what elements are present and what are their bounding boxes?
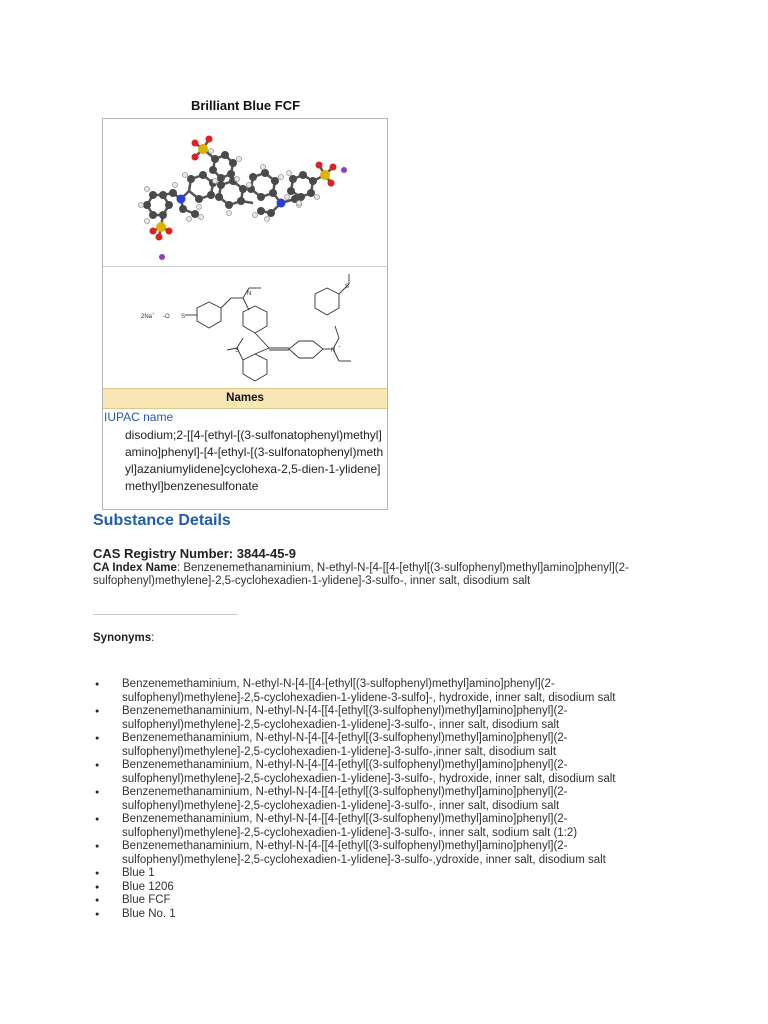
substance-details-heading: Substance Details: [93, 512, 231, 529]
ca-index-value: : Benzenemethanaminium, N-ethyl-N-[4-[[4-[ethyl[(3-sulfophenyl)methyl]amino]phenyl](2-sulfophenyl)methylene]-2,5-cyclohexadien-1-ylidene]-3-sulfo-, inner salt, disodium salt: [93, 562, 629, 587]
names-section-header: Names: [103, 388, 387, 409]
synonym-item: ● Blue No. 1: [93, 908, 653, 922]
chemical-infobox: [102, 118, 388, 510]
synonym-item: ● Blue 1206: [93, 881, 653, 895]
infobox-title: Brilliant Blue FCF: [190, 98, 301, 113]
image-divider: [103, 266, 387, 267]
svg-text:S: S: [235, 348, 240, 354]
ca-index-name: [93, 562, 643, 588]
horizontal-divider: [93, 614, 238, 615]
svg-text:-O: -O: [163, 314, 170, 320]
synonyms-title: Synonyms: [93, 632, 152, 644]
synonym-item: ● Benzenemethanaminium, N-ethyl-N-[4-[[4-[ethyl[(3-sulfophenyl)methyl]amino]phenyl](2-sulfophenyl)methylene]-2,5-cyclohexadien-1-ylidene]-3-sulfo-,ydroxide, inner salt, disodium salt: [93, 840, 653, 867]
ca-index-label: CA Index Name: [93, 562, 177, 574]
svg-text:N: N: [247, 291, 252, 297]
synonym-item: ● Benzenemethanaminium, N-ethyl-N-[4-[[4-[ethyl[(3-sulfophenyl)methyl]amino]phenyl](2-sulfophenyl)methylene]-2,5-cyclohexadien-1-ylidene]-3-sulfo-,inner salt, disodium salt: [93, 732, 653, 759]
synonym-item: ● Benzenemethaminium, N-ethyl-N-[4-[[4-[ethyl[(3-sulfophenyl)methyl]amino]phenyl](2-sulfophenyl)methylene]-2,5-cyclohexadien-1-ylidene-3-sulfo]-, hydroxide, inner salt, disodium salt: [93, 678, 653, 705]
cas-registry-number: CAS Registry Number: 3844-45-9: [93, 546, 297, 561]
iupac-name-value: disodium;2-[[4-[ethyl-[(3-sulfonatophenyl)methyl]amino]phenyl]-[4-[ethyl-[(3-sulfonatophenyl)methyl]azaniumylidene]cyclohexa-2,5-dien-1-ylidene]methyl]benzenesulfonate: [125, 428, 384, 493]
synonym-item: ● Benzenemethanaminium, N-ethyl-N-[4-[[4-[ethyl[(3-sulfophenyl)methyl]amino]phenyl](2-sulfophenyl)methylene]-2,5-cyclohexadien-1-ylidene]-3-sulfo-, inner salt, disodium salt: [93, 786, 653, 813]
synonyms-colon: :: [151, 632, 155, 644]
skeletal-formula-image: [139, 268, 353, 387]
svg-text:S: S: [181, 314, 186, 320]
svg-text:+: +: [152, 311, 155, 316]
synonyms-list: [93, 678, 653, 921]
synonym-item: ● Blue 1: [93, 867, 653, 881]
synonym-item: ● Blue FCF: [93, 894, 653, 908]
synonym-item: ● Benzenemethanaminium, N-ethyl-N-[4-[[4-[ethyl[(3-sulfophenyl)methyl]amino]phenyl](2-sulfophenyl)methylene]-2,5-cyclohexadien-1-ylidene]-3-sulfo-, inner salt, sodium salt (1:2): [93, 813, 653, 840]
synonym-item: ● Benzenemethanaminium, N-ethyl-N-[4-[[4-[ethyl[(3-sulfophenyl)methyl]amino]phenyl](2-sulfophenyl)methylene]-2,5-cyclohexadien-1-ylidene]-3-sulfo-, inner salt, disodium salt: [93, 705, 653, 732]
svg-text:+: +: [338, 344, 341, 349]
svg-text:N: N: [331, 348, 336, 354]
svg-text:S: S: [345, 284, 350, 290]
svg-text:2Na: 2Na: [141, 314, 153, 320]
synonym-item: ● Benzenemethanaminium, N-ethyl-N-[4-[[4-[ethyl[(3-sulfophenyl)methyl]amino]phenyl](2-sulfophenyl)methylene]-2,5-cyclohexadien-1-ylidene]-3-sulfo-, hydroxide, inner salt, disodium salt: [93, 759, 653, 786]
iupac-name-link[interactable]: IUPAC name: [104, 410, 174, 424]
ball-and-stick-model-image: [103, 119, 387, 266]
synonyms-label: [93, 632, 154, 644]
